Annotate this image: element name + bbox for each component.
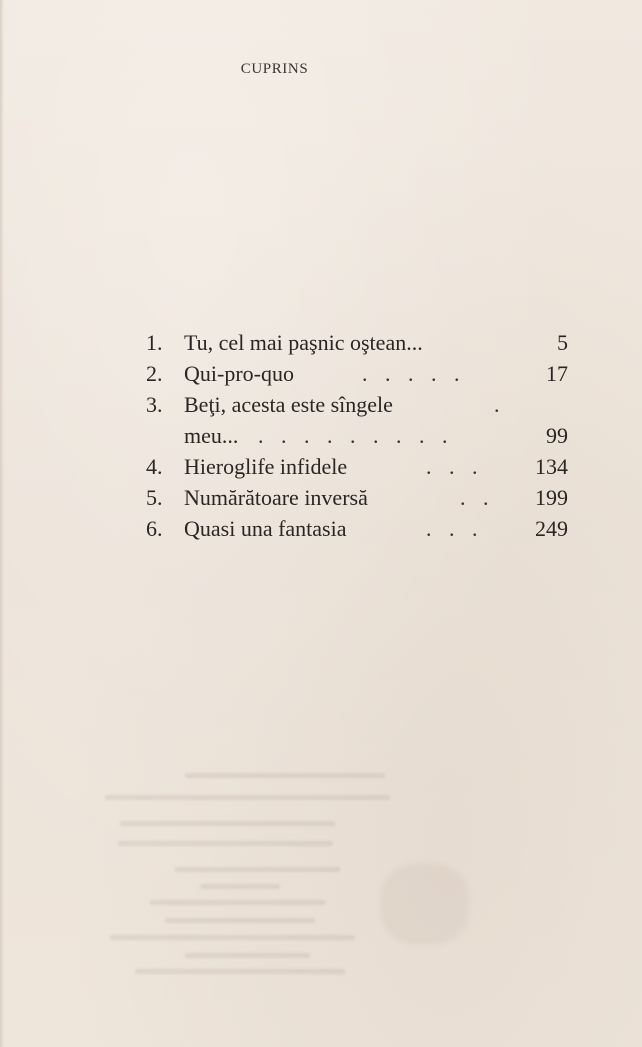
toc-entry-number: 3. (146, 392, 163, 417)
toc-entry (146, 451, 576, 482)
page-title: CUPRINS (240, 61, 309, 77)
toc-entry-title: Tu, cel mai paşnic oştean... (184, 330, 423, 355)
toc-entry-continuation (146, 420, 576, 451)
toc-entry-leader: . . . (426, 516, 484, 541)
toc-entry-title-continuation: meu... (184, 423, 239, 448)
toc-entry-page: 17 (546, 361, 568, 386)
toc-entry-number: 2. (146, 361, 163, 386)
toc-entry-page: 134 (535, 454, 568, 479)
toc-entry-page: 99 (546, 423, 568, 448)
toc-entry-title: Quasi una fantasia (184, 516, 347, 541)
table-of-contents (146, 327, 576, 544)
toc-entry-leader: . . . . . (362, 361, 466, 386)
toc-entry-leader: . . . (426, 454, 484, 479)
toc-entry-page: 5 (557, 330, 568, 355)
toc-entry-number: 4. (146, 454, 163, 479)
toc-entry-page: 249 (535, 516, 568, 541)
toc-entry-leader: . . . . . . . . . (258, 423, 454, 448)
toc-entry (146, 513, 576, 544)
toc-entry (146, 482, 576, 513)
toc-entry-number: 5. (146, 485, 163, 510)
toc-entry (146, 358, 576, 389)
toc-entry-number: 1. (146, 330, 163, 355)
toc-entry-page: 199 (535, 485, 568, 510)
toc-entry-number: 6. (146, 516, 163, 541)
toc-entry-title: Numărătoare inversă (184, 485, 368, 510)
page-edge (0, 0, 4, 1047)
toc-entry-title: Qui-pro-quo (184, 361, 294, 386)
toc-entry (146, 327, 576, 358)
toc-entry-leader: . (494, 392, 506, 417)
toc-entry-title: Beţi, acesta este sîngele (184, 392, 393, 417)
toc-entry (146, 389, 576, 420)
toc-entry-leader: . . (460, 485, 495, 510)
toc-entry-title: Hieroglife infidele (184, 454, 348, 479)
